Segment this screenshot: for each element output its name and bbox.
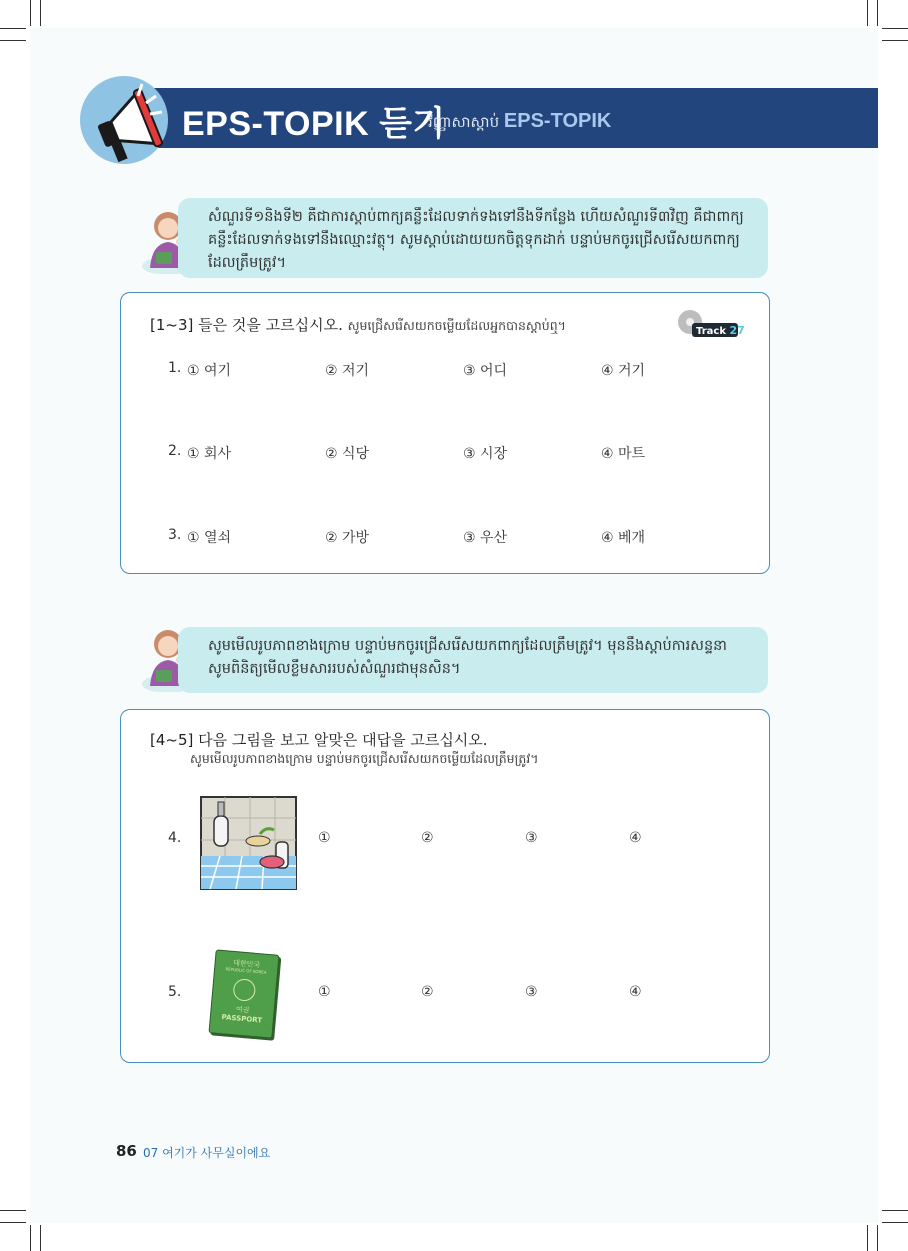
option-2[interactable]: ② — [421, 984, 434, 1000]
subtitle-en: EPS-TOPIK — [503, 110, 612, 132]
section2-title-km: សូមមើលរូបភាពខាងក្រោម បន្ទាប់មកចូរជ្រើសរើសយកចម្លើយដែលត្រឹមត្រូវ។ — [190, 751, 539, 766]
track-text: Track — [696, 326, 726, 337]
question-number: 3. — [168, 527, 182, 543]
track-label — [696, 324, 745, 337]
question-number: 2. — [168, 443, 182, 459]
option-1[interactable]: ① 여기 — [187, 363, 232, 379]
passport-line3: 여권 — [235, 1005, 250, 1015]
crop-mark — [40, 1225, 41, 1251]
crop-mark — [882, 1210, 908, 1211]
option-3[interactable]: ③ — [525, 984, 538, 1000]
option-3[interactable]: ③ 어디 — [463, 363, 508, 379]
crop-mark — [882, 28, 908, 29]
chapter-title: 07 여기가 사무실이에요 — [143, 1146, 271, 1160]
crop-mark — [40, 0, 41, 26]
option-2[interactable]: ② 가방 — [325, 530, 370, 546]
instruction-bubble-1: សំណួរទី១និងទី២ គឺជាការស្តាប់ពាក្យគន្លឹះដែលទាក់ទងទៅនឹងទីកន្លែង ហើយសំណួរទី៣វិញ គឺជាពាក្យគន្លឹះដែលទាក់ទងទៅនឹងឈ្មោះវត្ថុ។ សូមស្តាប់ដោយយកចិត្តទុកដាក់ បន្ទាប់មកចូរជ្រើសរើសយកពាក្យដែលត្រឹមត្រូវ។ — [178, 198, 768, 278]
page-title: EPS-TOPIK 듣기 — [182, 105, 446, 143]
option-4[interactable]: ④ 마트 — [601, 446, 646, 462]
subtitle-km: វិញ្ញាសាស្តាប់ — [428, 113, 500, 131]
crop-mark — [877, 1225, 878, 1251]
option-4[interactable]: ④ — [629, 984, 642, 1000]
crop-mark — [867, 0, 868, 26]
option-4[interactable]: ④ 베개 — [601, 530, 646, 546]
page-subtitle — [428, 110, 611, 135]
crop-mark — [882, 40, 908, 41]
option-2[interactable]: ② 저기 — [325, 363, 370, 379]
crop-mark — [0, 28, 26, 29]
page-number: 86 — [116, 1142, 137, 1160]
crop-mark — [0, 1210, 26, 1211]
question-number: 1. — [168, 360, 182, 376]
section1-title: [1~3] 들은 것을 고르십시오. — [150, 316, 343, 334]
track-number: 27 — [729, 324, 745, 337]
crop-mark — [30, 1225, 31, 1251]
option-2[interactable]: ② 식당 — [325, 446, 370, 462]
megaphone-icon — [80, 76, 175, 168]
passport-line1: 대한민국 — [232, 958, 261, 970]
passport-emblem-icon — [232, 978, 256, 1002]
passport-line2: REPUBLIC OF KOREA — [225, 966, 267, 975]
crop-mark — [0, 40, 26, 41]
question-number: 5. — [168, 984, 182, 1000]
passport-line4: PASSPORT — [221, 1013, 263, 1025]
option-1[interactable]: ① — [318, 830, 331, 846]
option-1[interactable]: ① 회사 — [187, 446, 232, 462]
option-2[interactable]: ② — [421, 830, 434, 846]
crop-mark — [882, 1222, 908, 1223]
option-4[interactable]: ④ — [629, 830, 642, 846]
section2-title: [4~5] 다음 그림을 보고 알맞은 대답을 고르십시오. — [150, 731, 488, 749]
option-4[interactable]: ④ 거기 — [601, 363, 646, 379]
option-3[interactable]: ③ — [525, 830, 538, 846]
passport-image — [208, 949, 279, 1038]
option-1[interactable]: ① 열쇠 — [187, 530, 232, 546]
question-number: 4. — [168, 830, 182, 846]
crop-mark — [30, 0, 31, 26]
crop-mark — [867, 1225, 868, 1251]
section1-heading — [150, 314, 566, 337]
option-3[interactable]: ③ 우산 — [463, 530, 508, 546]
crop-mark — [877, 0, 878, 26]
restroom-image — [200, 796, 297, 890]
crop-mark — [0, 1222, 26, 1223]
section1-title-km: សូមជ្រើសរើសយកចម្លើយដែលអ្នកបានស្តាប់ឮ។ — [347, 318, 566, 333]
instruction-bubble-2: សូមមើលរូបភាពខាងក្រោម បន្ទាប់មកចូរជ្រើសរើសយកពាក្យដែលត្រឹមត្រូវ។ មុននឹងស្តាប់ការសន្ទនា សូមពិនិត្យមើលខ្លឹមសាររបស់សំណួរជាមុនសិន។ — [178, 627, 768, 693]
option-1[interactable]: ① — [318, 984, 331, 1000]
option-3[interactable]: ③ 시장 — [463, 446, 508, 462]
